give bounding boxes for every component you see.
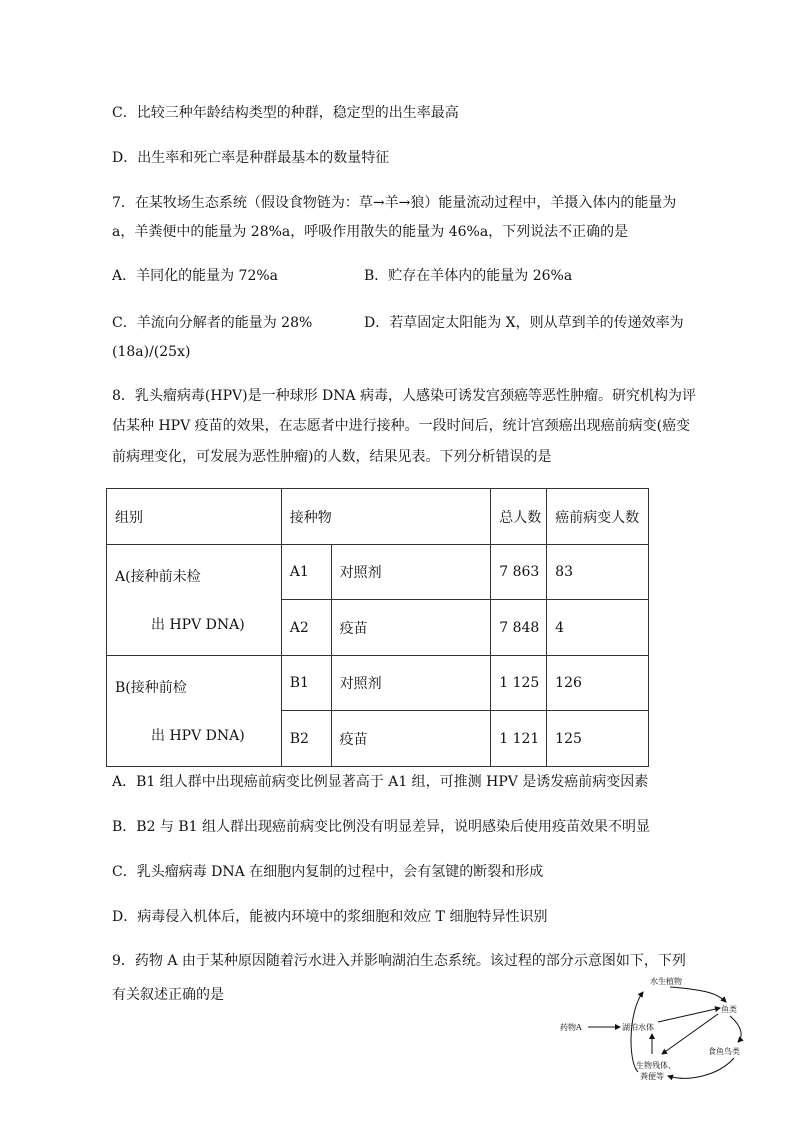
row-total: 1 121 xyxy=(491,711,547,767)
row-total: 7 863 xyxy=(491,545,547,600)
hpv-results-table xyxy=(106,488,649,767)
question-8-stem-line2: 估某种 HPV 疫苗的效果，在志愿者中进行接种。一段时间后，统计宫颈癌出现癌前病变(癌变 xyxy=(112,418,691,434)
table-row xyxy=(107,545,649,600)
node-lake-water: 湖泊水体 xyxy=(622,1023,654,1032)
option-c-q6: C．比较三种年龄结构类型的种群，稳定型的出生率最高 xyxy=(112,105,459,121)
row-agent: 疫苗 xyxy=(331,600,491,656)
question-8-stem-line3: 前病理变化，可发展为恶性肿瘤)的人数，结果见表。下列分析错误的是 xyxy=(112,449,552,465)
question-8-stem-line1: 8．乳头瘤病毒(HPV)是一种球形 DNA 病毒，人感染可诱发宫颈癌等恶性肿瘤。研究机构为评 xyxy=(112,388,697,404)
row-total: 7 848 xyxy=(491,600,547,656)
question-9-stem-line2: 有关叙述正确的是 xyxy=(112,987,224,1003)
row-agent: 疫苗 xyxy=(331,711,491,767)
option-c-q8: C．乳头瘤病毒 DNA 在细胞内复制的过程中，会有氢键的断裂和形成 xyxy=(112,864,544,880)
group-b-label-line2: 出 HPV DNA) xyxy=(151,728,245,744)
arrow-lake-to-fish xyxy=(658,1008,720,1022)
header-lesion: 癌前病变人数 xyxy=(547,489,649,545)
option-d-q7: D．若草固定太阳能为 X，则从草到羊的传递效率为 xyxy=(364,315,684,331)
row-agent: 对照剂 xyxy=(331,656,491,711)
option-a-q7: A．羊同化的能量为 72%a xyxy=(112,268,279,284)
header-group: 组别 xyxy=(107,489,282,545)
question-7-stem-line2: a，羊粪便中的能量为 28%a，呼吸作用散失的能量为 46%a，下列说法不正确的是 xyxy=(112,224,629,240)
row-agent: 对照剂 xyxy=(331,545,491,600)
option-c-q7: C．羊流向分解者的能量为 28% xyxy=(112,315,313,331)
header-total: 总人数 xyxy=(491,489,547,545)
group-b-cell xyxy=(107,656,282,767)
row-lesion: 125 xyxy=(547,711,649,767)
option-d-q8: D．病毒侵入机体后，能被内环境中的浆细胞和效应 T 细胞特异性识别 xyxy=(112,909,548,925)
row-total: 1 125 xyxy=(491,656,547,711)
row-code: B2 xyxy=(281,711,331,767)
arrow-remains-to-plants xyxy=(631,992,643,1072)
group-a-label-line1: A(接种前未检 xyxy=(115,569,201,585)
lake-ecosystem-diagram xyxy=(558,972,758,1084)
arrow-birds-to-remains xyxy=(668,1058,734,1078)
option-d-q6: D．出生率和死亡率是种群最基本的数量特征 xyxy=(112,150,390,166)
arrow-plants-to-fish xyxy=(670,987,726,1002)
node-fish-eating-birds: 食鱼鸟类 xyxy=(708,1047,740,1056)
node-drug-a: 药物A xyxy=(560,1023,582,1032)
question-9-stem-line1: 9．药物 A 由于某种原因随着污水进入并影响湖泊生态系统。该过程的部分示意图如下，下列 xyxy=(112,953,686,969)
group-b-label-line1: B(接种前检 xyxy=(115,680,187,696)
option-b-q7: B．贮存在羊体内的能量为 26%a xyxy=(364,268,573,284)
row-lesion: 4 xyxy=(547,600,649,656)
node-fish: 鱼类 xyxy=(721,1005,737,1014)
node-aquatic-plants: 水生植物 xyxy=(650,977,682,986)
table-row xyxy=(107,656,649,711)
row-code: A2 xyxy=(281,600,331,656)
table-header-row xyxy=(107,489,649,545)
option-a-q8: A．B1 组人群中出现癌前病变比例显著高于 A1 组，可推测 HPV 是诱发癌前病变因素 xyxy=(112,774,649,790)
group-a-label-line2: 出 HPV DNA) xyxy=(151,617,245,633)
row-code: B1 xyxy=(281,656,331,711)
arrow-fish-to-birds xyxy=(730,1016,741,1042)
option-b-q8: B．B2 与 B1 组人群出现癌前病变比例没有明显差异，说明感染后使用疫苗效果不明显 xyxy=(112,819,651,835)
header-inoculum: 接种物 xyxy=(281,489,491,545)
question-7-stem-line1: 7．在某牧场生态系统（假设食物链为：草→羊→狼）能量流动过程中，羊摄入体内的能量为 xyxy=(112,195,677,211)
group-a-cell xyxy=(107,545,282,656)
node-remains-line2: 粪便等 xyxy=(640,1072,664,1081)
node-remains-line1: 生物残体、 xyxy=(636,1061,676,1070)
row-lesion: 83 xyxy=(547,545,649,600)
option-d-q7-formula: (18a)/(25x) xyxy=(112,344,191,360)
row-code: A1 xyxy=(281,545,331,600)
row-lesion: 126 xyxy=(547,656,649,711)
